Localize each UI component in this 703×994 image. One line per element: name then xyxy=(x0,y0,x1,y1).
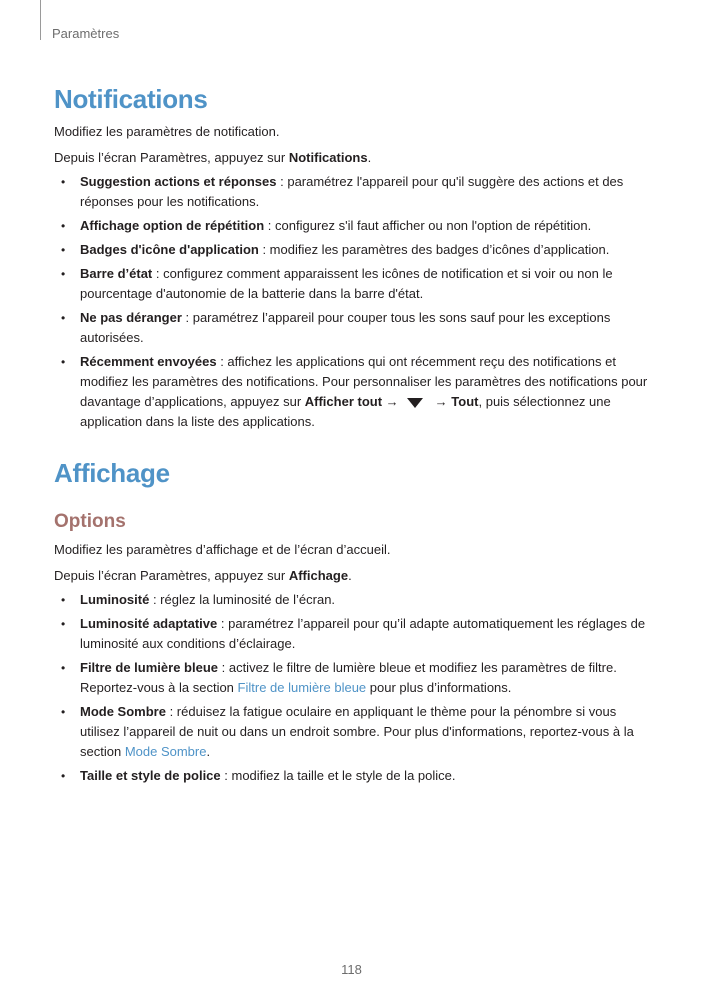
page-content xyxy=(54,84,654,790)
list-item: • Luminosité : réglez la luminosité de l’écran. xyxy=(61,592,336,607)
affichage-heading: Affichage xyxy=(54,458,170,488)
affichage-path-target: Affichage xyxy=(288,568,349,583)
mode-sombre-link[interactable]: Mode Sombre xyxy=(124,744,207,759)
afficher-tout-label: Afficher tout xyxy=(304,394,383,409)
affichage-intro: Modifiez les paramètres d’affichage et de l’écran d’accueil. xyxy=(54,542,391,557)
options-subheading: Options xyxy=(54,511,126,532)
notifications-intro: Modifiez les paramètres de notification. xyxy=(54,124,280,139)
header-section-title: Paramètres xyxy=(52,26,120,41)
notifications-path: Depuis l’écran Paramètres, appuyez sur Notifications. xyxy=(54,150,372,165)
tout-label: Tout xyxy=(451,394,479,409)
affichage-section xyxy=(54,458,654,786)
list-item: • Luminosité adaptative : paramétrez l’appareil pour qu’il adapte automatiquement les réglages de luminosité aux conditions d’éclairage. xyxy=(61,616,646,651)
page-number: 118 xyxy=(341,962,362,977)
filtre-lumiere-bleue-link[interactable]: Filtre de lumière bleue xyxy=(237,680,367,695)
list-item: • Affichage option de répétition : configurez s'il faut afficher ou non l'option de répétition. xyxy=(61,218,592,233)
notifications-heading: Notifications xyxy=(54,84,208,114)
affichage-options-list xyxy=(54,590,654,786)
notifications-section xyxy=(54,84,654,432)
list-item: • Barre d’état : configurez comment apparaissent les icônes de notification et si voir ou non le pourcentage d'autonomie de la batterie dans la barre d'état. xyxy=(61,266,613,301)
list-item: • Suggestion actions et réponses : paramétrez l'appareil pour qu'il suggère des actions et des réponses pour les notifications. xyxy=(61,174,624,209)
list-item: • Ne pas déranger : paramétrez l’appareil pour couper tous les sons sauf pour les exceptions autorisées. xyxy=(61,310,611,345)
list-item: • Badges d'icône d'application : modifiez les paramètres des badges d’icônes d’application. xyxy=(61,242,610,257)
dropdown-triangle-icon xyxy=(407,398,423,408)
list-item: • Taille et style de police : modifiez la taille et le style de la police. xyxy=(61,768,456,783)
header-rule xyxy=(40,0,41,40)
list-item: • Mode Sombre : réduisez la fatigue oculaire en appliquant le thème pour la pénombre si vous utilisez l’appareil de nuit ou dans un endroit sombre. Pour plus d'informations, reportez-vous à la section Mode Sombre. xyxy=(61,704,634,759)
notifications-options-list xyxy=(54,172,654,432)
affichage-path: Depuis l’écran Paramètres, appuyez sur Affichage. xyxy=(54,568,352,583)
list-item: • Filtre de lumière bleue : activez le filtre de lumière bleue et modifiez les paramètres de filtre. Reportez-vous à la section Filtre de lumière bleue pour plus d’informations. xyxy=(61,660,617,695)
notifications-path-target: Notifications xyxy=(288,150,368,165)
list-item-recent: • Récemment envoyées : affichez les applications qui ont récemment reçu des notifications et modifiez les paramètres des notifications. Pour personnaliser les paramètres des notifications pour davantage d’applications, appuyez sur Afficher tout → → Tout, puis sélectionnez une application dans la liste des applications. xyxy=(61,354,648,429)
